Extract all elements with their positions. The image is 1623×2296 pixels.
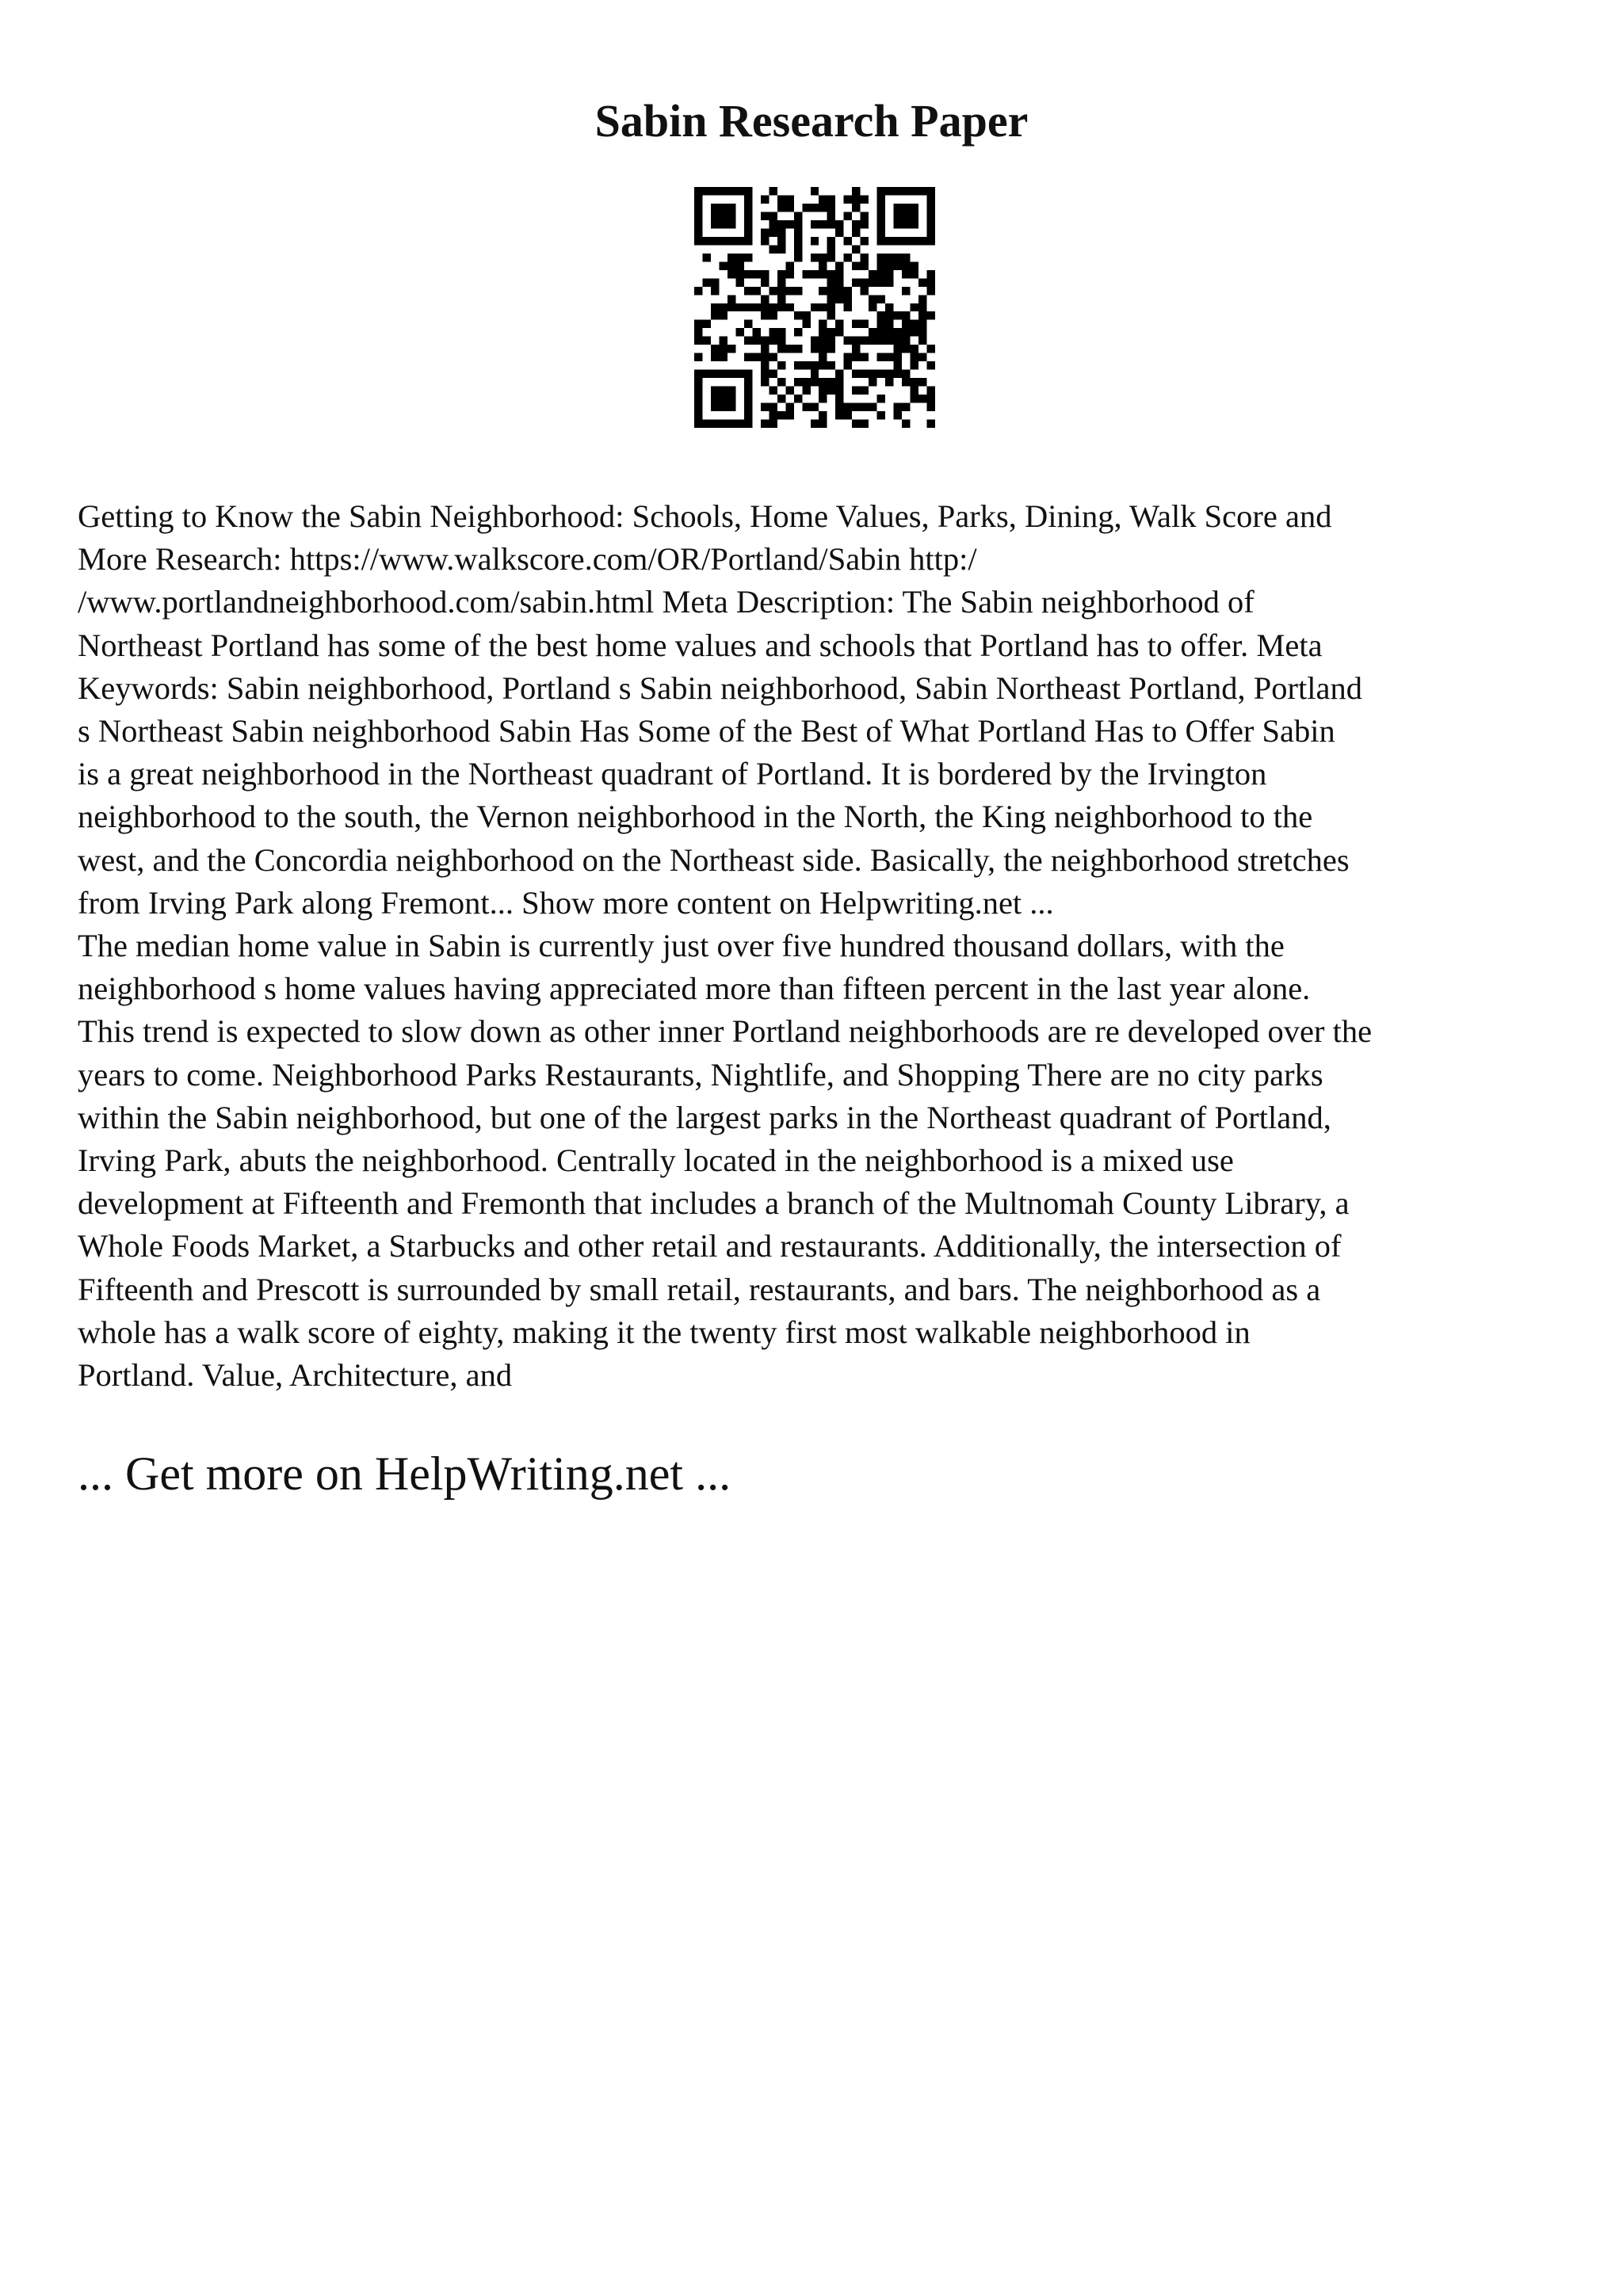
page-title: Sabin Research Paper <box>594 95 1029 147</box>
article-body: Getting to Know the Sabin Neighborhood: Schools, Home Values, Parks, Dining, Walk Score and More Research: https://www.walkscore.com/OR/Portland/Sabin http:/ /www.portlandneighborhood.com/sabin.html Meta Description: The Sabin neighborhood of Northeast Portland has some of the best home values and schools that Portland has to offer. Meta Keywords: Sabin neighborhood, Portland s Sabin neighborhood, Sabin Northeast Portland, Portland s Northeast Sabin neighborhood Sabin Has Some of the Best of What Portland Has to Offer Sabin is a great neighborhood in the Northeast quadrant of Portland. It is bordered by the Irvington neighborhood to the south, the Vernon neighborhood in the North, the King neighborhood to the west, and the Concordia neighborhood on the Northeast side. Basically, the neighborhood stretches from Irving Park along Fremont... Show more content on Helpwriting.net ... The median home value in Sabin is currently just over five hundred thousand dollars, with the neighborhood s home values having appreciated more than fifteen percent in the last year alone. This trend is expected to slow down as other inner Portland neighborhoods are re developed over the years to come. Neighborhood Parks Restaurants, Nightlife, and Shopping There are no city parks within the Sabin neighborhood, but one of the largest parks in the Northeast quadrant of Portland, Irving Park, abuts the neighborhood. Centrally located in the neighborhood is a mixed use development at Fifteenth and Fremonth that includes a branch of the Multnomah County Library, a Whole Foods Market, a Starbucks and other retail and restaurants. Additionally, the intersection of Fifteenth and Prescott is surrounded by small retail, restaurants, and bars. The neighborhood as a whole has a walk score of eighty, making it the twenty first most walkable neighborhood in Portland. Value, Architecture, and <box>78 498 1373 1394</box>
qr-code-icon[interactable] <box>694 187 935 428</box>
get-more-link[interactable]: ... Get more on HelpWriting.net ... <box>78 1447 731 1500</box>
